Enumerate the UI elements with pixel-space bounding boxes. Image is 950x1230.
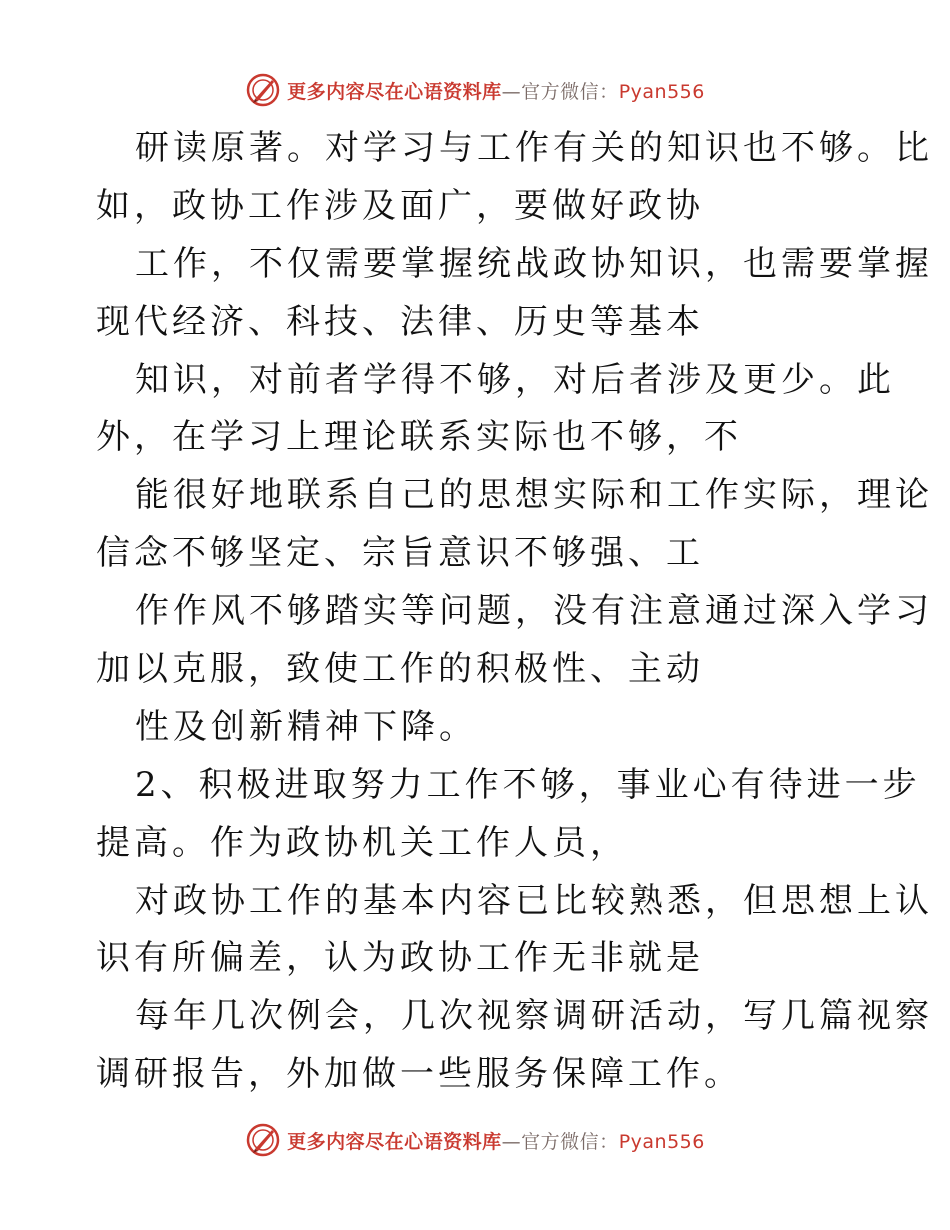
- banner-wechat-label: 官方微信：: [521, 80, 619, 103]
- banner-text: [287, 1127, 705, 1154]
- banner-wechat-id: Pyan556: [618, 1130, 705, 1153]
- body-line: 提高。作为政协机关工作人员，: [96, 822, 628, 863]
- body-line: 性及创新精神下降。: [135, 706, 477, 747]
- banner-main-text: 更多内容尽在心语资料库: [287, 80, 502, 103]
- banner-main-text: 更多内容尽在心语资料库: [287, 1130, 502, 1153]
- quill-logo-icon: [245, 1122, 281, 1158]
- banner-dash: —: [501, 80, 522, 103]
- body-line: 如，政协工作涉及面广，要做好政协: [96, 185, 704, 226]
- banner-text: [287, 77, 705, 104]
- body-line: 工作，不仅需要掌握统战政协知识，也需要掌握: [135, 243, 933, 284]
- body-line: 研读原著。对学习与工作有关的知识也不够。比: [135, 128, 933, 168]
- body-line: 2、积极进取努力工作不够，事业心有待进一步: [135, 764, 921, 805]
- body-line: 识有所偏差，认为政协工作无非就是: [96, 938, 704, 979]
- banner-wechat-id: Pyan556: [618, 80, 705, 103]
- body-line: 对政协工作的基本内容已比较熟悉，但思想上认: [135, 880, 933, 921]
- body-line: 知识，对前者学得不够，对后者涉及更少。此: [135, 359, 895, 400]
- body-line: 作作风不够踏实等问题，没有注意通过深入学习: [135, 591, 933, 632]
- body-line: 外，在学习上理论联系实际也不够，不: [96, 417, 742, 458]
- body-line: 现代经济、科技、法律、历史等基本: [96, 301, 704, 342]
- banner-wechat-label: 官方微信：: [521, 1130, 619, 1153]
- body-line: 信念不够坚定、宗旨意识不够强、工: [96, 533, 704, 574]
- body-line: 调研报告，外加做一些服务保障工作。: [96, 1054, 742, 1095]
- banner-dash: —: [501, 1130, 522, 1153]
- document-body: [0, 120, 950, 1104]
- body-line: 每年几次例会，几次视察调研活动，写几篇视察: [135, 996, 933, 1037]
- body-line: 能很好地联系自己的思想实际和工作实际，理论: [135, 475, 933, 516]
- header-banner: [0, 68, 950, 112]
- body-line: 加以克服，致使工作的积极性、主动: [96, 649, 704, 690]
- quill-logo-icon: [245, 72, 281, 108]
- footer-banner: [0, 1118, 950, 1162]
